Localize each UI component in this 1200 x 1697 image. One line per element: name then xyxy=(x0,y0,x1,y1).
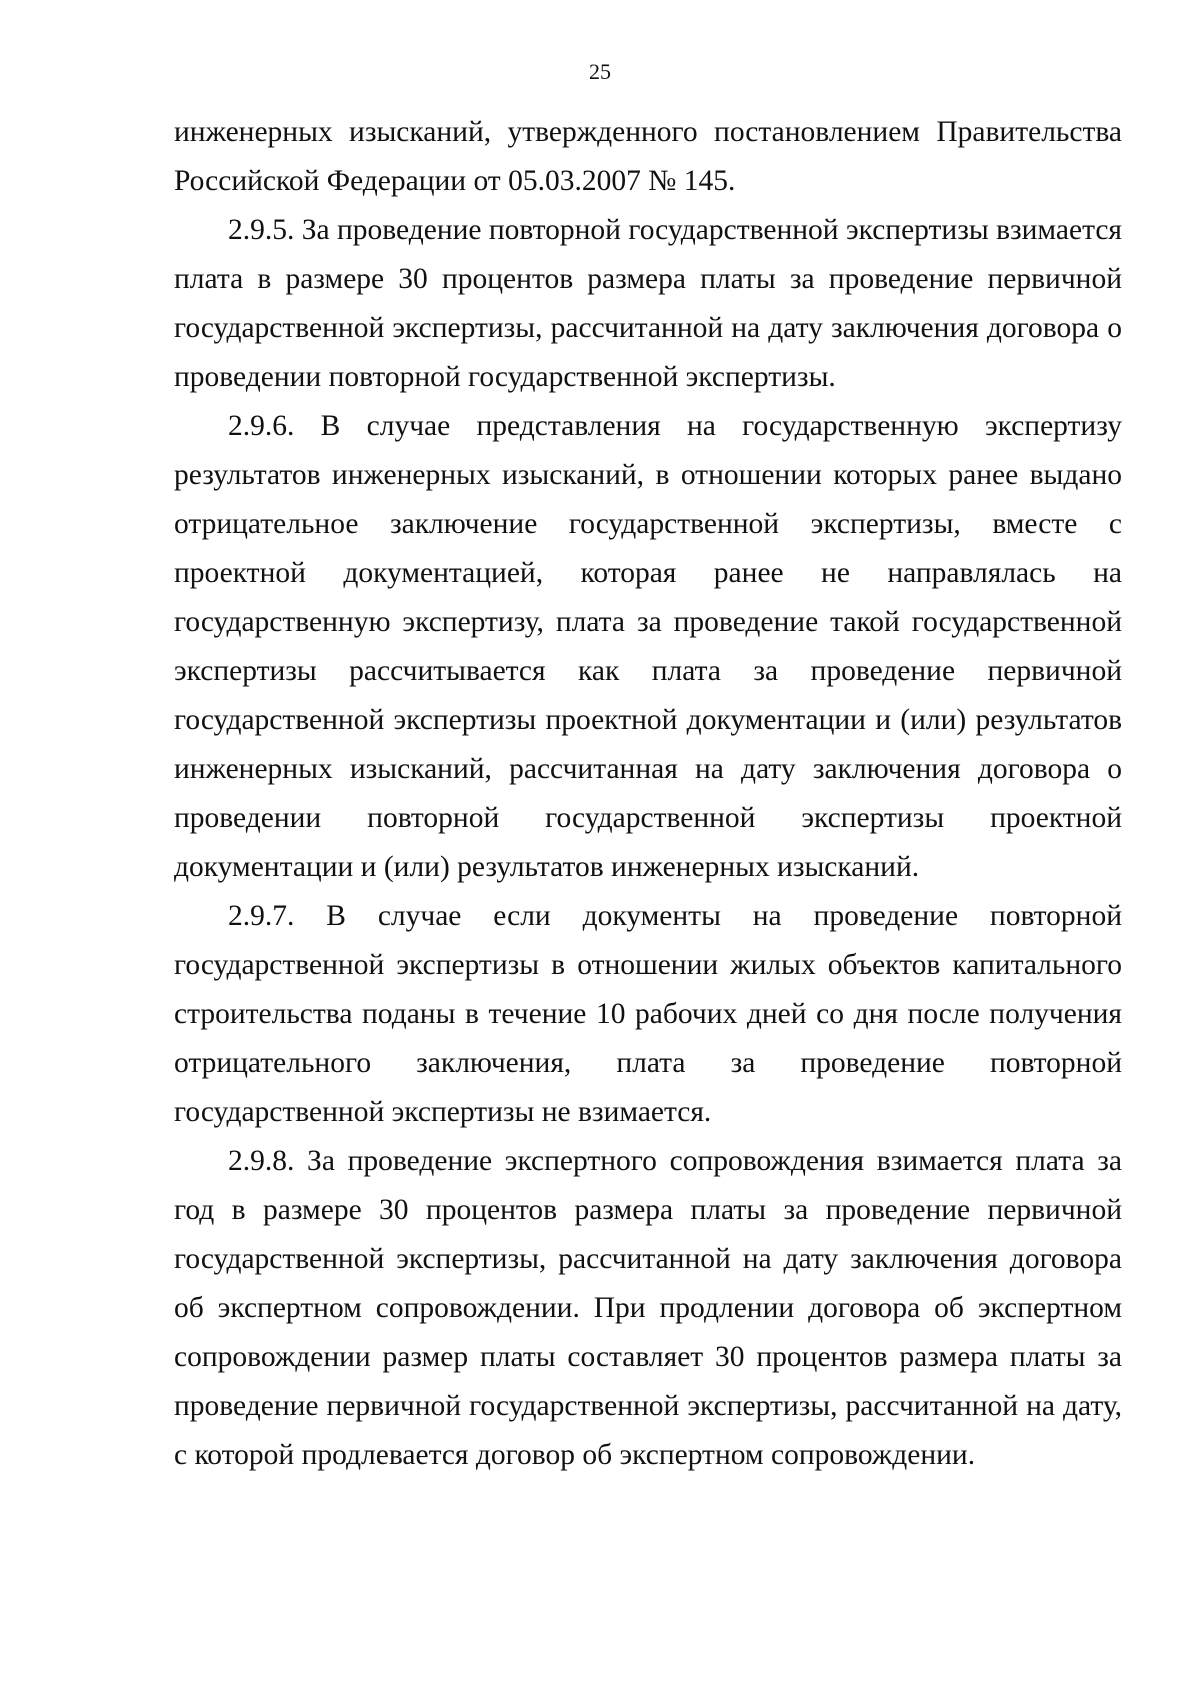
paragraph-2-9-6: 2.9.6. В случае представления на государственную экспертизу результатов инженерных изысканий, в отношении которых ранее выдано отрицательное заключение государственной экспертизы, вместе с проектной документацией, которая ранее не направлялась на государственную экспертизу, плата за проведение такой государственной экспертизы рассчитывается как плата за проведение первичной государственной экспертизы проектной документации и (или) результатов инженерных изысканий, рассчитанная на дату заключения договора о проведении повторной государственной экспертизы проектной документации и (или) результатов инженерных изысканий. xyxy=(174,410,1122,883)
paragraph-2-9-5: 2.9.5. За проведение повторной государственной экспертизы взимается плата в размере 30 процентов размера платы за проведение первичной государственной экспертизы, рассчитанной на дату заключения договора о проведении повторной государственной экспертизы. xyxy=(174,214,1123,393)
paragraph-2-9-8: 2.9.8. За проведение экспертного сопровождения взимается плата за год в размере 30 процентов размера платы за проведение первичной государственной экспертизы, рассчитанной на дату заключения договора об экспертном сопровождении. При продлении договора об экспертном сопровождении размер платы составляет 30 процентов размера платы за проведение первичной государственной экспертизы, рассчитанной на дату, с которой продлевается договор об экспертном сопровождении. xyxy=(174,1145,1122,1471)
paragraph-2-9-7: 2.9.7. В случае если документы на проведение повторной государственной экспертизы в отношении жилых объектов капитального строительства поданы в течение 10 рабочих дней со дня после получения отрицательного заключения, плата за проведение повторной государственной экспертизы не взимается. xyxy=(174,900,1122,1128)
document-body xyxy=(174,108,1122,1480)
page-number: 25 xyxy=(589,59,611,84)
paragraph-continuation: инженерных изысканий, утвержденного постановлением Правительства Российской Федерации от 05.03.2007 № 145. xyxy=(174,116,1122,197)
